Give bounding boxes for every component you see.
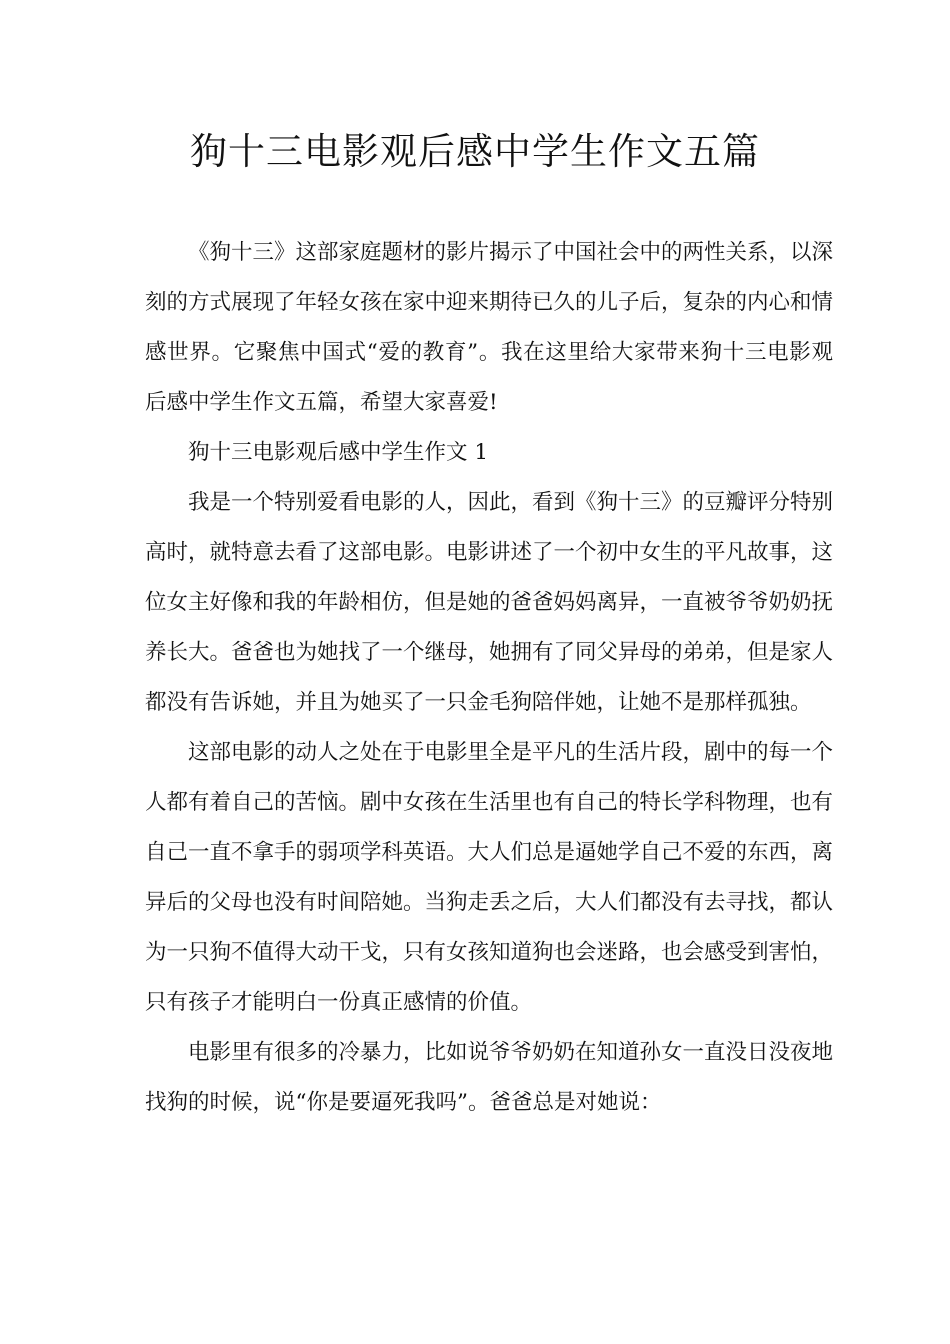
document-title: 狗十三电影观后感中学生作文五篇 bbox=[190, 130, 760, 173]
body-paragraph-3: 电影里有很多的冷暴力，比如说爷爷奶奶在知道孙女一直没日没夜地找狗的时候，说“你是要逼死我吗”。爸爸总是对她说： bbox=[145, 1040, 834, 1115]
intro-paragraph: 《狗十三》这部家庭题材的影片揭示了中国社会中的两性关系，以深刻的方式展现了年轻女孩在家中迎来期待已久的儿子后，复杂的内心和情感世界。它聚焦中国式“爱的教育”。我在这里给大家带来狗十三电影观后感中学生作文五篇，希望大家喜爱! bbox=[145, 240, 834, 415]
body-paragraph-2: 这部电影的动人之处在于电影里全是平凡的生活片段，剧中的每一个人都有着自己的苦恼。剧中女孩在生活里也有自己的特长学科物理，也有自己一直不拿手的弱项学科英语。大人们总是逼她学自己不爱的东西，离异后的父母也没有时间陪她。当狗走丢之后，大人们都没有去寻找，都认为一只狗不值得大动干戈，只有女孩知道狗也会迷路，也会感受到害怕，只有孩子才能明白一份真正感情的价值。 bbox=[145, 740, 834, 1015]
body-paragraph-1: 我是一个特别爱看电影的人，因此，看到《狗十三》的豆瓣评分特别高时，就特意去看了这部电影。电影讲述了一个初中女生的平凡故事，这位女主好像和我的年龄相仿，但是她的爸爸妈妈离异，一直被爷爷奶奶抚养长大。爸爸也为她找了一个继母，她拥有了同父异母的弟弟，但是家人都没有告诉她，并且为她买了一只金毛狗陪伴她，让她不是那样孤独。 bbox=[145, 490, 834, 715]
section-heading: 狗十三电影观后感中学生作文 1 bbox=[188, 440, 489, 465]
document-body bbox=[145, 228, 833, 1128]
